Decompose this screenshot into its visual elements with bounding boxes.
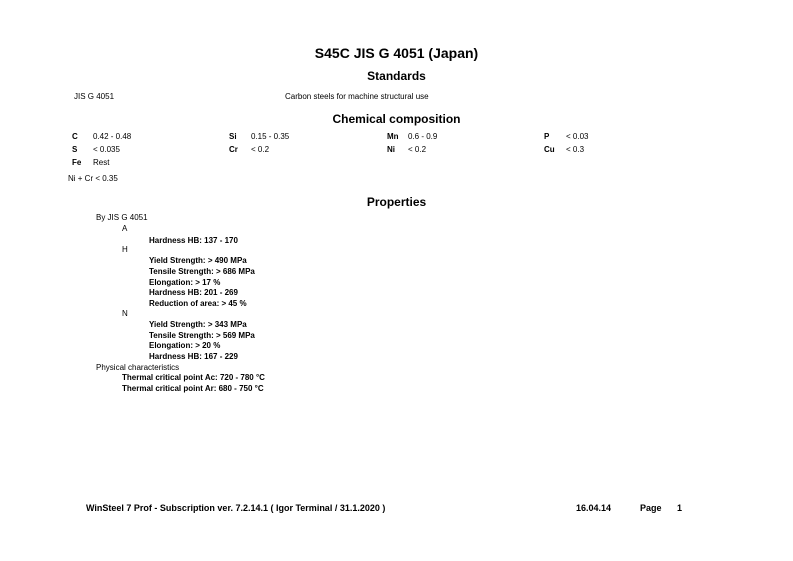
property-item: Hardness HB: 137 - 170: [149, 236, 238, 245]
standard-description: Carbon steels for machine structural use: [285, 92, 429, 101]
condition-label: N: [122, 309, 128, 318]
element-value: 0.6 - 0.9: [408, 132, 438, 141]
element-value: < 0.03: [566, 132, 589, 141]
element-symbol: C: [72, 132, 78, 141]
property-item: Hardness HB: 201 - 269: [149, 288, 238, 297]
element-symbol: Cr: [229, 145, 238, 154]
footer-date: 16.04.14: [576, 503, 612, 513]
element-value: Rest: [93, 158, 110, 167]
element-value: < 0.035: [93, 145, 120, 154]
property-item: Elongation: > 20 %: [149, 341, 221, 350]
element-value: 0.15 - 0.35: [251, 132, 290, 141]
element-value: < 0.3: [566, 145, 585, 154]
chemical-heading: Chemical composition: [332, 112, 461, 126]
element-value: < 0.2: [251, 145, 270, 154]
element-symbol: Mn: [387, 132, 399, 141]
standard-code: JIS G 4051: [74, 92, 115, 101]
condition-label: A: [122, 224, 128, 233]
element-symbol: Cu: [544, 145, 555, 154]
condition-label: H: [122, 245, 128, 254]
element-value: < 0.2: [408, 145, 427, 154]
physical-heading: Physical characteristics: [96, 363, 180, 372]
footer-page-number: 1: [677, 503, 683, 513]
property-item: Reduction of area: > 45 %: [149, 299, 247, 308]
element-symbol: Si: [229, 132, 237, 141]
property-item: Tensile Strength: > 686 MPa: [149, 267, 255, 276]
element-symbol: P: [544, 132, 550, 141]
element-symbol: Fe: [72, 158, 82, 167]
property-item: Yield Strength: > 490 MPa: [149, 256, 247, 265]
property-item: Elongation: > 17 %: [149, 278, 221, 287]
property-item: Yield Strength: > 343 MPa: [149, 320, 247, 329]
element-symbol: S: [72, 145, 78, 154]
physical-item: Thermal critical point Ac: 720 - 780 °C: [122, 373, 265, 382]
properties-heading: Properties: [366, 195, 427, 209]
element-symbol: Ni: [387, 145, 395, 154]
property-item: Tensile Strength: > 569 MPa: [149, 331, 255, 340]
property-item: Hardness HB: 167 - 229: [149, 352, 238, 361]
footer-software: WinSteel 7 Prof - Subscription ver. 7.2.14.1 ( Igor Terminal / 31.1.2020 ): [86, 503, 386, 513]
physical-item: Thermal critical point Ar: 680 - 750 °C: [122, 384, 264, 393]
standards-heading: Standards: [367, 69, 426, 83]
element-value: 0.42 - 0.48: [93, 132, 132, 141]
by-standard-label: By JIS G 4051: [96, 213, 148, 222]
page-title: S45C JIS G 4051 (Japan): [314, 45, 479, 61]
composition-note: Ni + Cr < 0.35: [68, 174, 118, 183]
footer-page-label: Page: [640, 503, 662, 513]
